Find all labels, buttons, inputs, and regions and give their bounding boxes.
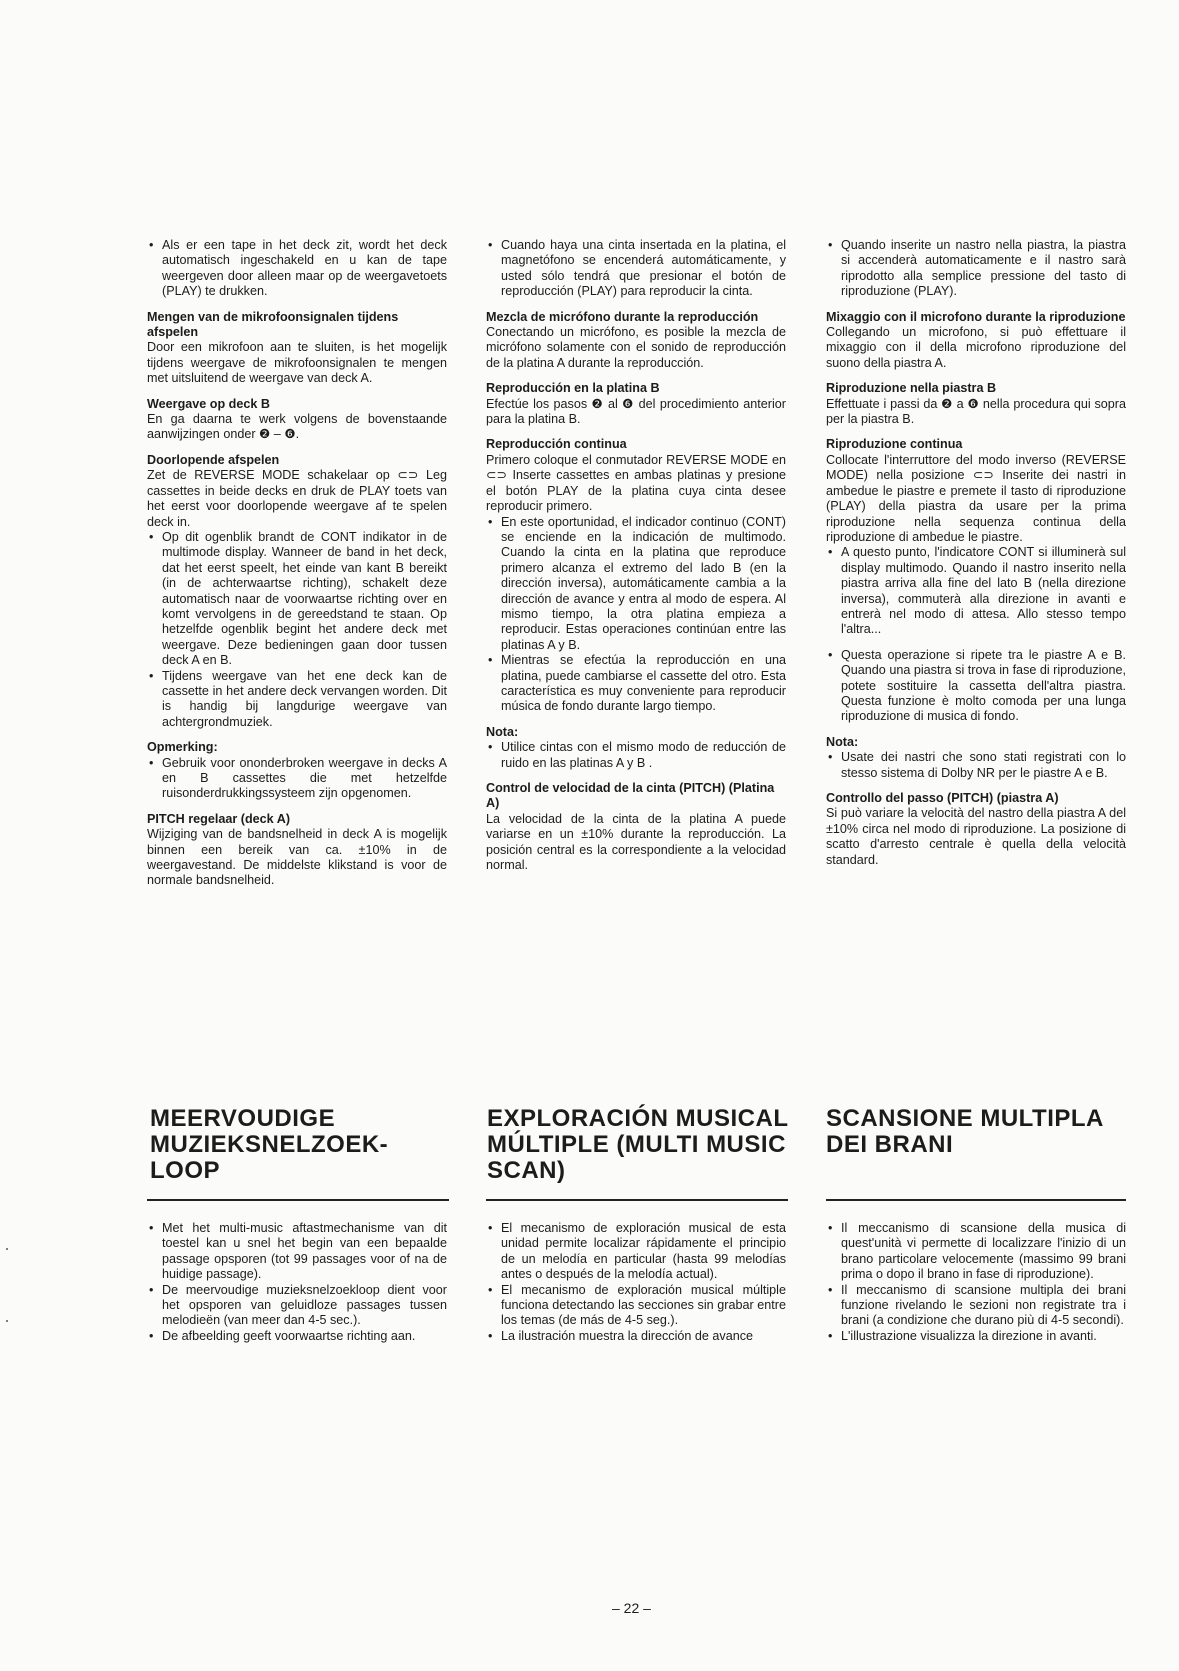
es-continuous-text: Primero coloque el conmutador REVERSE MODE en ⊂⊃ Inserte cassettes en ambas platinas y presione el botón PLAY de la platina cuya cinta desee reproducir primero. — [486, 452, 786, 514]
nl-scan-bullet-1: • Met het multi-music aftastmechanisme van dit toestel kan u snel het begin van een bepaalde passage opsporen (tot 99 passages voor of na de huidige passage). — [147, 1221, 447, 1283]
it-continuous-bullet-2: • Questa operazione si ripete tra le piastre A e B. Quando una piastra si trova in fase di riproduzione, potete sostituire la cassetta dell'altra piastra. Questa funzione è molto comoda per una lunga riproduzione di musica di fondo. — [826, 648, 1126, 725]
nl-mix-text: Door een mikrofoon aan te sluiten, is het mogelijk tijdens weergave de mikrofoonsignalen te mengen met uitsluitend de weergave van deck A. — [147, 340, 447, 386]
nl-music-scan — [147, 1221, 447, 1344]
es-deckb-text: Efectúe los pasos ❷ al ❻ del procedimiento anterior para la platina B. — [486, 396, 786, 427]
italian-column — [826, 238, 1126, 868]
it-deckb-text: Effettuate i passi da ❷ a ❻ nella procedura qui sopra per la piastra B. — [826, 396, 1126, 427]
es-music-scan — [486, 1221, 786, 1344]
it-section-title: SCANSIONE MULTIPLA DEI BRANI — [826, 1105, 1103, 1158]
it-note-heading: Nota: — [826, 734, 859, 749]
it-continuous-text: Collocate l'interruttore del modo inverso (REVERSE MODE) nella posizione ⊂⊃ Inserite dei nastri in ambedue le piastre e premete il tasto di riproduzione (PLAY) della piastra da usare per la prima riproduzione nella sequenza continua della riproduzione di ambedue le piastre. — [826, 452, 1126, 544]
nl-pitch-heading: PITCH regelaar (deck A) — [147, 811, 291, 826]
it-scan-bullet-1: • Il meccanismo di scansione della musica di quest'unità vi permette di localizzare l'inizio di un brano particolare velocemente (massimo 99 brani prima o dopo il brano in fase di riproduzione). — [826, 1221, 1126, 1283]
es-note-bullet: • Utilice cintas con el mismo modo de reducción de ruido en las platinas A y B . — [486, 740, 786, 771]
nl-intro: • Als er een tape in het deck zit, wordt het deck automatisch ingeschakeld en u kan de tape weergeven door alleen maar op de weergavetoets (PLAY) te drukken. — [147, 238, 447, 300]
nl-section-title: MEERVOUDIGE MUZIEKSNELZOEK- LOOP — [150, 1105, 389, 1184]
it-intro: • Quando inserite un nastro nella piastra, la piastra si accenderà automaticamente e il nastro sarà riprodotto alla semplice pressione del tasto di riproduzione (PLAY). — [826, 238, 1126, 300]
it-mix-text: Collegando un microfono, si può effettuare il mixaggio con il della microfono riproduzione del suono della piastra A. — [826, 325, 1126, 370]
it-note-bullet: • Usate dei nastri che sono stati registrati con lo stesso sistema di Dolby NR per le piastre A e B. — [826, 750, 1126, 781]
it-mix-heading: Mixaggio con il microfono durante la riproduzione — [826, 309, 1126, 324]
nl-scan-bullet-2: • De meervoudige muzieksnelzoekloop dient voor het opsporen van geluidloze passages tussen melodieën (van meer dan 4-5 sec.). — [147, 1283, 447, 1329]
nl-deckb-heading: Weergave op deck B — [147, 396, 270, 411]
es-scan-bullet-1: • El mecanismo de exploración musical de esta unidad permite localizar rápidamente el principio de un melodía en particular (hasta 99 melodías antes o después de la melodía actual). — [486, 1221, 786, 1283]
es-scan-bullet-3: • La ilustración muestra la dirección de avance — [486, 1329, 786, 1344]
es-pitch-text: La velocidad de la cinta de la platina A puede variarse en un ±10% durante la reproducción. La posición central es la correspondiente a la velocidad normal. — [486, 811, 786, 873]
it-scan-bullet-2: • Il meccanismo di scansione multipla dei brani funzione rivelando le sezioni non registrate tra i brani (a condizione che durano più di 4-5 secondi). — [826, 1283, 1126, 1329]
scan-speck — [6, 1320, 8, 1322]
nl-continuous-heading: Doorlopende afspelen — [147, 452, 280, 467]
es-intro: • Cuando haya una cinta insertada en la platina, el magnetófono se encenderá automáticamente, y usted sólo tendrá que presionar el botón de reproducción (PLAY) para reproducir la cinta. — [486, 238, 786, 300]
es-deckb-heading: Reproducción en la platina B — [486, 381, 660, 396]
spanish-column — [486, 238, 786, 873]
es-pitch-heading: Control de velocidad de la cinta (PITCH) (Platina A) — [486, 781, 775, 811]
nl-continuous-text: Zet de REVERSE MODE schakelaar op ⊂⊃ Leg cassettes in beide decks en druk de PLAY toets van het eerst voor doorlopende weergave af te spelen deck in. — [147, 468, 447, 529]
nl-pitch-text: Wijziging van de bandsnelheid in deck A is mogelijk binnen een bereik van ca. ±10% in de weergavestand. De middelste klikstand is voor de normale bandsnelheid. — [147, 827, 447, 888]
it-pitch-text: Si può variare la velocità del nastro della piastra A del ±10% circa nel modo di riproduzione. La posizione di scatto d'arresto centrale è quella della velocità standard. — [826, 806, 1126, 867]
it-music-scan — [826, 1221, 1126, 1344]
nl-deckb-text: En ga daarna te werk volgens de bovenstaande aanwijzingen onder ❷ – ❻. — [147, 412, 447, 442]
nl-mix-heading: Mengen van de mikrofoonsignalen tijdens afspelen — [147, 309, 399, 340]
es-continuous-bullet-2: • Mientras se efectúa la reproducción en una platina, puede cambiarse el cassette del otro. Esta característica es muy conveniente para reproducir música de fondo durante largo tiempo. — [486, 653, 786, 715]
it-scan-bullet-3: • L'illustrazione visualizza la direzione in avanti. — [826, 1329, 1126, 1344]
it-continuous-bullet-1: • A questo punto, l'indicatore CONT si illuminerà sul display multimodo. Quando il nastro inserito nella piastra arriva alla fine del lato B (nella direzione inversa), commuterà alla direzione in avanti e entrerà nel modo di attesa. Allo stesso tempo l'altra... — [826, 545, 1126, 637]
nl-note-heading: Opmerking: — [147, 740, 218, 755]
nl-note-bullet: • Gebruik voor ononderbroken weergave in decks A en B cassettes die met hetzelfde ruisonderdrukkingssysteem zijn opgenomen. — [147, 756, 447, 802]
es-mix-heading: Mezcla de micrófono durante la reproducción — [486, 309, 759, 324]
it-continuous-heading: Riproduzione continua — [826, 437, 963, 452]
es-scan-bullet-2: • El mecanismo de exploración musical múltiple funciona detectando las secciones sin grabar entre los temas (de más de 4-5 seg.). — [486, 1283, 786, 1329]
nl-continuous-bullet-2: • Tijdens weergave van het ene deck kan de cassette in het andere deck vervangen worden. Dit is handig bij langdurige weergave van achtergrondmuziek. — [147, 669, 447, 731]
es-section-title: EXPLORACIÓN MUSICAL MÚLTIPLE (MULTI MUSIC SCAN) — [487, 1105, 789, 1184]
es-note-heading: Nota: — [486, 724, 519, 739]
page-number: – 22 – — [612, 1600, 651, 1616]
nl-scan-bullet-3: • De afbeelding geeft voorwaartse richting aan. — [147, 1329, 447, 1344]
scan-speck — [6, 1248, 8, 1250]
nl-continuous-bullet-1: • Op dit ogenblik brandt de CONT indikator in de multimode display. Wanneer de band in het deck, dat het eerst speelt, het einde van kant B bereikt (in de achterwaartse richting), schakelt deze automatisch naar de voorwaartse richting over en komt vervolgens in de gereedstand te staan. Op hetzelfde ogenblik begint het andere deck met weergave. Deze bedieningen gaan door tussen deck A en B. — [147, 530, 447, 669]
it-title-rule — [826, 1199, 1126, 1201]
it-deckb-heading: Riproduzione nella piastra B — [826, 381, 997, 396]
es-mix-text: Conectando un micrófono, es posible la mezcla de micrófono solamente con el sonido de reproducción de la platina A durante la reproducción. — [486, 325, 786, 370]
it-pitch-heading: Controllo del passo (PITCH) (piastra A) — [826, 791, 1059, 805]
dutch-column — [147, 238, 447, 889]
es-continuous-bullet-1: • En este oportunidad, el indicador continuo (CONT) se enciende en la indicación de multimodo. Cuando la cinta en la platina que reproduce primero alcanza el extremo del lado B (en la dirección inversa), automáticamente cambia a la dirección de avance y entra al modo de espera. Al mismo tiempo, la otra platina empieza a reproducir. Estas operaciones continúan entre las platinas A y B. — [486, 515, 786, 654]
nl-title-rule — [147, 1199, 449, 1201]
es-title-rule — [486, 1199, 788, 1201]
es-continuous-heading: Reproducción continua — [486, 437, 627, 452]
